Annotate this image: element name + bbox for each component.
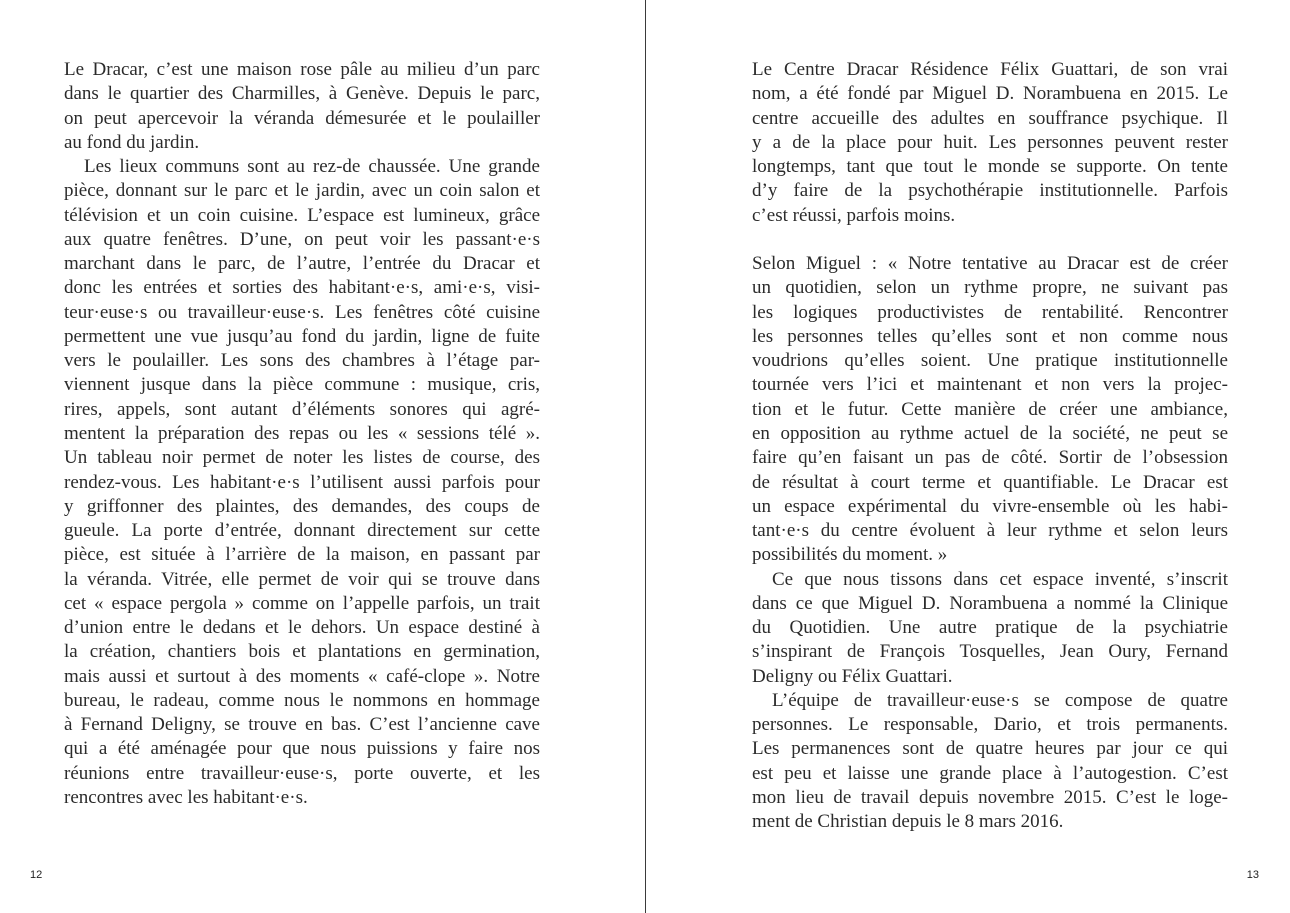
- text-line: on peut apercevoir la véranda démesurée et le poulailler: [64, 107, 540, 129]
- text-line: un espace expérimental du vivre-ensemble où les habi-: [752, 495, 1228, 517]
- text-line: Le Dracar, c’est une maison rose pâle au milieu d’un parc: [64, 59, 540, 80]
- text-line: gueule. La porte d’entrée, donnant directement sur cette: [64, 520, 540, 542]
- text-line: de résultat à court terme et quantifiable. Le Dracar est: [752, 471, 1228, 493]
- text-line: tion et le futur. Cette manière de créer une ambiance,: [752, 398, 1228, 420]
- text-line: réunions entre travailleur·euse·s, porte ouverte, et les: [64, 762, 540, 784]
- text-line: la création, chantiers bois et plantations en germination,: [64, 641, 540, 663]
- text-line: Les lieux communs sont au rez-de chaussée. Une grande: [84, 156, 540, 178]
- text-line: rencontres avec les habitant·e·s.: [64, 786, 308, 808]
- text-line: cet « espace pergola » comme on l’appelle parfois, un trait: [64, 592, 540, 614]
- text-line: télévision et un coin cuisine. L’espace est lumineux, grâce: [64, 204, 540, 226]
- text-line: qui a été aménagée pour que nous puissions y faire nos: [64, 738, 540, 760]
- text-line: pièce, donnant sur le parc et le jardin, avec un coin salon et: [64, 180, 540, 202]
- text-line: du Quotidien. Une autre pratique de la psychiatrie: [752, 617, 1228, 639]
- text-line: donc les entrées et sorties des habitant·e·s, ami·e·s, visi-: [64, 277, 540, 299]
- text-line: aux quatre fenêtres. D’une, on peut voir les passant·e·s: [64, 228, 540, 250]
- text-line: centre accueille des adultes en souffrance psychique. Il: [752, 107, 1228, 129]
- text-line: Deligny ou Félix Guattari.: [752, 665, 953, 687]
- page-number-right: 13: [1246, 869, 1259, 881]
- text-line: Un tableau noir permet de noter les listes de course, des: [64, 447, 540, 469]
- text-line: c’est réussi, parfois moins.: [752, 204, 956, 226]
- text-line: dans le quartier des Charmilles, à Genève. Depuis le parc,: [64, 83, 540, 105]
- text-line: rendez-vous. Les habitant·e·s l’utilisent aussi parfois pour: [64, 471, 540, 493]
- right-page: [646, 0, 1290, 913]
- page-number-left: 12: [30, 869, 43, 881]
- text-line: rires, appels, sont autant d’éléments sonores qui agré-: [64, 398, 540, 420]
- text-line: Le Centre Dracar Résidence Félix Guattari, de son vrai: [752, 59, 1228, 80]
- text-line: est peu et laisse une grande place à l’autogestion. C’est: [752, 762, 1228, 784]
- text-line: personnes. Le responsable, Dario, et trois permanents.: [752, 714, 1228, 736]
- text-line: voudrions qu’elles soient. Une pratique institutionnelle: [752, 350, 1228, 372]
- text-line: Selon Miguel : « Notre tentative au Dracar est de créer: [752, 253, 1228, 275]
- text-line: en opposition au rythme actuel de la société, ne peut se: [752, 422, 1228, 444]
- text-line: mon lieu de travail depuis novembre 2015. C’est le loge-: [752, 786, 1228, 808]
- text-line: vers le poulailler. Les sons des chambres à l’étage par-: [64, 350, 540, 372]
- text-line: d’y faire de la psychothérapie institutionnelle. Parfois: [752, 180, 1228, 202]
- text-line: [752, 228, 1228, 252]
- text-line: y a de la place pour huit. Les personnes peuvent rester: [752, 131, 1228, 153]
- text-line: bureau, le radeau, comme nous le nommons en hommage: [64, 689, 540, 711]
- text-line: possibilités du moment. »: [752, 544, 948, 566]
- text-line: teur·euse·s ou travailleur·euse·s. Les fenêtres côté cuisine: [64, 301, 540, 323]
- text-line: dans ce que Miguel D. Norambuena a nommé la Clinique: [752, 592, 1228, 614]
- text-line: mais aussi et surtout à des moments « café-clope ». Notre: [64, 665, 540, 687]
- text-line: faire qu’en faisant un pas de côté. Sortir de l’obsession: [752, 447, 1228, 469]
- text-line: les personnes telles qu’elles sont et non comme nous: [752, 325, 1228, 347]
- text-line: Les permanences sont de quatre heures par jour ce qui: [752, 738, 1228, 760]
- text-line: pièce, est située à l’arrière de la maison, en passant par: [64, 544, 540, 566]
- text-line: les logiques productivistes de rentabilité. Rencontrer: [752, 301, 1228, 323]
- text-line: d’union entre le dedans et le dehors. Un espace destiné à: [64, 617, 540, 639]
- text-line: ment de Christian depuis le 8 mars 2016.: [752, 811, 1064, 833]
- text-line: à Fernand Deligny, se trouve en bas. C’est l’ancienne cave: [64, 714, 540, 736]
- text-line: longtemps, tant que tout le monde se supporte. On tente: [752, 156, 1228, 178]
- text-line: tant·e·s du centre évoluent à leur rythme et selon leurs: [752, 520, 1228, 542]
- right-page-body-text: [752, 58, 1228, 835]
- text-line: la véranda. Vitrée, elle permet de voir qui se trouve dans: [64, 568, 540, 590]
- text-line: s’inspirant de François Tosquelles, Jean Oury, Fernand: [752, 641, 1228, 663]
- text-line: nom, a été fondé par Miguel D. Norambuena en 2015. Le: [752, 83, 1228, 105]
- text-line: L’équipe de travailleur·euse·s se compose de quatre: [772, 689, 1228, 711]
- text-line: au fond du jardin.: [64, 131, 200, 153]
- text-line: viennent jusque dans la pièce commune : musique, cris,: [64, 374, 540, 396]
- text-line: mentent la préparation des repas ou les « sessions télé ».: [64, 422, 540, 444]
- text-line: y griffonner des plaintes, des demandes, des coups de: [64, 495, 540, 517]
- text-line: permettent une vue jusqu’au fond du jardin, ligne de fuite: [64, 325, 540, 347]
- text-line: un quotidien, selon un rythme propre, ne suivant pas: [752, 277, 1228, 299]
- left-page-body-text: [64, 58, 540, 810]
- text-line: tournée vers l’ici et maintenant et non vers la projec-: [752, 374, 1228, 396]
- text-line: marchant dans le parc, de l’autre, l’entrée du Dracar et: [64, 253, 540, 275]
- text-line: Ce que nous tissons dans cet espace inventé, s’inscrit: [772, 568, 1228, 590]
